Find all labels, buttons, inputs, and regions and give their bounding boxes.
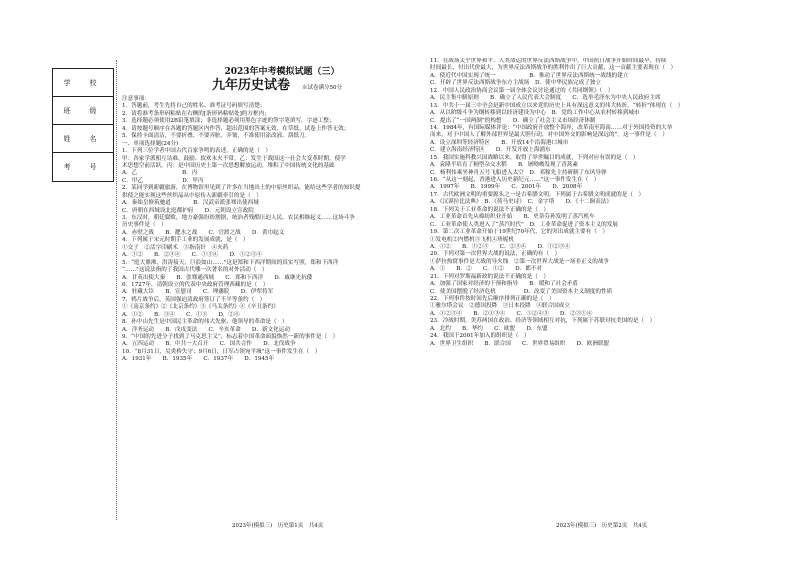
text-line: ①萨拉热窝事件是大战的导火线 ②第一次世界大战是一场非正义的战争 [430, 258, 610, 265]
text-line: A．①②③④ B．②①③④ C．①②④③ D．②③①④ [430, 310, 593, 317]
text-line: ①交子 ②活字印刷术 ③指南针 ④火药 [122, 244, 229, 251]
text-line: 而来，对于中国人了解外部世界是最大胆行动，对中国外交的影响是深远的”。这一事件是（ ） [430, 132, 668, 139]
text-line: 1．答题前，考生先将自己的姓名、准考证号码填写清楚； [122, 103, 266, 110]
text-line: A．甘英出使大秦 B．张骞通西域 C．郑和下西洋 D．戚继光抗倭 [122, 274, 313, 281]
text-line: 8．孙中山先生是中国民主革命的伟大先驱，他领导的革命是（ ） [122, 319, 288, 326]
text-line: C．工业革命使人类进入了“蒸汽时代” D．工业革命促进了资本主义的发展 [430, 221, 618, 228]
text-line: 术思想空前活跃。丙：是中国历史上第一次思想解放运动，堆积了中国传统文化的基础 [122, 162, 335, 169]
text-line: A．工业革命首先从棉纺织业开始 B．史蒂芬孙发明了蒸汽机车 [430, 214, 595, 221]
text-line: 13．中共十一届三中全会是新中国成立以来党的历史上具有深远意义的伟大转折，“转折”体现在（ ） [430, 102, 684, 109]
text-line: A．加强了国家对经济的干预和指导 B．缓和了社会矛盾 [430, 281, 578, 288]
school-label: 学 校 [53, 69, 113, 97]
text-line: 22．下列事件按时间先后顺序排列正确的是（ ） [430, 296, 555, 302]
right-questions [430, 58, 780, 348]
text-line: A．驻藏大臣 B．宣慰司 C．理藩院 D．伊犁将军 [122, 289, 274, 296]
right-column [430, 58, 780, 348]
text-line: 17．古代欧洲文明的重要源头之一是古希腊文明，下列属于古希腊文明成就的是（ ） [430, 191, 645, 198]
text-line: A．袁隆平培育了籼型杂交水稻 B．屠呦呦发现了青蒿素 [430, 162, 578, 169]
footer-left: 2023年(模拟三) 历史第1页 共4页 [232, 523, 324, 529]
text-line: 19．第二次工业革命开始于19世纪70年代，它的突出成就主要有（ ） [430, 229, 608, 236]
text-line: C．甲乙 D．甲丙 [122, 177, 204, 184]
text-line: 10．“8月31日，吴炎桥失守；9月6日，日军占领宛平城”这一事件发生在（ ） [122, 348, 321, 355]
text-line: 12．中国人民政治协商会议第一届全体会议讨论通过的《共同纲领》（ ） [430, 87, 614, 94]
class-label: 班 级 [53, 97, 113, 125]
text-line: A．洋务运动 B．戊戌变法 C．辛亥革命 D．新文化运动 [122, 326, 290, 333]
text-line: C．唐朝在西域设北庭都护府 D．元朝设立宣政院 [122, 207, 254, 214]
text-line: A．赤壁之战 B．淝水之战 C．官渡之战 D．黄巾起义 [122, 229, 285, 236]
binding-line [116, 60, 121, 520]
text-line: 14．1984年，有国际媒体评论：“中国政府开放整个海岸，改革南至海南……对于外国投资的大举 [430, 124, 673, 131]
text-line: C．使美国摆脱了经济危机 D．改变了美国资本主义制度的性质 [430, 288, 613, 295]
text-line: ①《南京条约》②《北京条约》③《马关条约》④《辛丑条约》 [122, 304, 279, 311]
text-line: 7．鸦片战争后，英国强迫清政府签订了不平等条约（ ） [122, 296, 266, 303]
text-line: A．1997年 B．1999年 C．2001年 D．2008年 [430, 184, 583, 191]
text-line: A．从以阶级斗争为纲转移到以经济建设为中心 B．党的工作中心从农村转移到城市 [430, 110, 640, 117]
text-line: A．使近代中国实现了统一 B．推动了世界反法西斯统一战线的建立 [430, 72, 629, 79]
text-line: 供使之能实现这些丝织品从中原传入新疆牵引的是（ ） [122, 192, 262, 199]
text-line: A．北约 B．华约 C．欧盟 D．东盟 [430, 325, 548, 332]
left-questions [122, 96, 418, 364]
text-line: 2．请将准考条形码粘贴在右侧的[条形码粘贴处]的方框内； [122, 110, 270, 117]
text-line: 18．下列关于工业革命的说法不正确的是（ ） [430, 206, 549, 213]
text-line: C．提出了“一国两制”的构想 D．确立了社会主义市场经济体制 [430, 117, 596, 124]
text-line: “……”这说法指的了我国古代哪一次著名的对外活动（ ） [122, 267, 268, 274]
student-info-box [52, 68, 114, 182]
text-line: A．民主集中制原则 B．确立了人民代表大会制度 C．选举毛泽东为中央人民政府主席 [430, 95, 661, 102]
text-line: 时间最长，付出代价最大，为世界反法西斯战争的胜利作出了巨大贡献，这一贡献主要表现在（ ） [430, 65, 677, 72]
text-line: C．开辟了世界反法西斯战争东方主战场 D．使中华民族完成了独立 [430, 80, 601, 87]
text-line: 9．“中国的先进分子找到了马克思主义”，标志着中国革命面貌焕然一新的事件是（ ） [122, 334, 339, 340]
text-line: 5．“庭大鼎沸，洪涛接天，巨浪如山……”这是郑和下西洋期间的真实写照，郑和下西洋 [122, 259, 339, 266]
text-line: 甲：各家学派相互诘难，鼓励、软欢永火不常。乙：发生于战国这一社会大变革时期，使学 [122, 155, 346, 162]
text-line: C．建立海南经济特区 D．开发开放上海浦东 [430, 147, 551, 154]
text-line: 4．请按题号顺序在各题的答题区内作答，超出范围的答案无效，在草纸、试卷上作答无效； [122, 125, 350, 132]
exam-title: 2023年中考模拟试题（三） [224, 67, 340, 77]
text-line: 15．我国实施科教兴国战略以来，取得了举世瞩目的成就，下列对应有误的是（ ） [430, 154, 639, 161]
text-line: 3．东汉时，朝廷腐败，地方豪强纷纷割据，统治者残酷压迫人民，农民相继起义……这场斗争 [122, 215, 355, 221]
text-line: A．乙 B．丙 [122, 170, 198, 177]
text-line: 一、单项选择题(24分) [122, 140, 179, 147]
text-line: 16．“从这一刻起，香港进入历史新纪元……”这一事件发生在（ ） [430, 177, 600, 183]
text-line: 4．下列属于宋元时期手工业的发展成就，是（ ） [122, 237, 249, 244]
text-line: 11．在战场关乎世界和平、人类命运的世界反法西斯战争中，中国抗日战争开始时间最早，持续 [430, 58, 667, 64]
exam-subtitle-row [212, 78, 418, 96]
text-line: A．设立深圳等经济特区 B．开放14个沿海港口城市 [430, 139, 569, 146]
text-line: 20．下列对第一次世界大战的说法，正确的有（ ） [430, 251, 561, 258]
text-line: A．①② B．②③④ C．①③④ D．①②③④ [122, 252, 262, 259]
text-line: A．《汉谟拉比法典》 B．《荷马史诗》 C．金字塔 D．《十二铜表法》 [430, 199, 612, 206]
text-line: ①发电机②内燃机③飞机④珍妮机 [430, 236, 514, 243]
text-line: 3．选择题必须使用2B铅笔填涂；非选择题必须用黑色字迹的签字笔填写，字迹工整； [122, 118, 335, 125]
text-line: 历史事件是（ ） [122, 222, 167, 229]
text-line: 5．保持卡面清洁，不要折叠、不要弄脏、弄皱，不准使用涂改液、刮纸刀。 [122, 133, 311, 140]
text-line: ①雅尔塔会议 ②德国投降 ③日本投降 ④联合国成立 [430, 303, 570, 310]
text-line: 24．我国于2001年加入的组织是（ ） [430, 333, 530, 340]
text-line: 2．某同学到新疆旅游，在博物馆里见到了许多在当地出土的中原丝织品。能给这些学者的知识提 [122, 185, 361, 192]
text-line: 21．下列对罗斯福新政的说法不正确的是（ ） [430, 273, 549, 280]
text-line: 23．冷战时期，美苏两国在政治、经济等领域相互对抗，下列属于苏联对抗美国的是（ ） [430, 318, 656, 325]
score-note: ※试卷满分50分 [302, 85, 343, 91]
text-line: A．①② B．③④ C．①③ D．②④ [122, 311, 240, 318]
exam-number-label: 考 号 [63, 162, 103, 171]
exam-subtitle: 九年历史试卷 [212, 78, 291, 93]
text-line: A．世界卫生组织 B．联合国 C．世界贸易组织 D．欧洲联盟 [430, 340, 610, 347]
text-line: A．①② B．①②③ C．②③④ D．①②③④ [430, 243, 570, 250]
text-line: 6．1727年，清朝设立的代表中央政府管理西藏的是（ ） [122, 281, 269, 288]
text-line: A．1931年 B．1935年 C．1937年 D．1945年 [122, 356, 275, 363]
text-line: A．① B．② C．①② D．都不对 [430, 266, 543, 273]
text-line: 1．下列三位学者中国古代百家争鸣的表述，正确的是（ ） [122, 148, 271, 155]
text-line: C．杨利伟乘坐神舟五号飞船进入太空 D．邓稼先主持研制了东风导弹 [430, 169, 607, 176]
footer-right: 2023年(模拟三) 历史第2页 共4页 [556, 523, 648, 529]
name-label: 姓 名 [53, 125, 113, 153]
left-column [122, 66, 418, 364]
text-line: A．五四运动 B．中共一大召开 C．国共合作 D．北伐战争 [122, 341, 296, 348]
text-line: A．秦始皇修筑驰道 B．汉武帝派张骞出使西域 [122, 200, 259, 207]
text-line: 注意事项： [122, 96, 150, 102]
